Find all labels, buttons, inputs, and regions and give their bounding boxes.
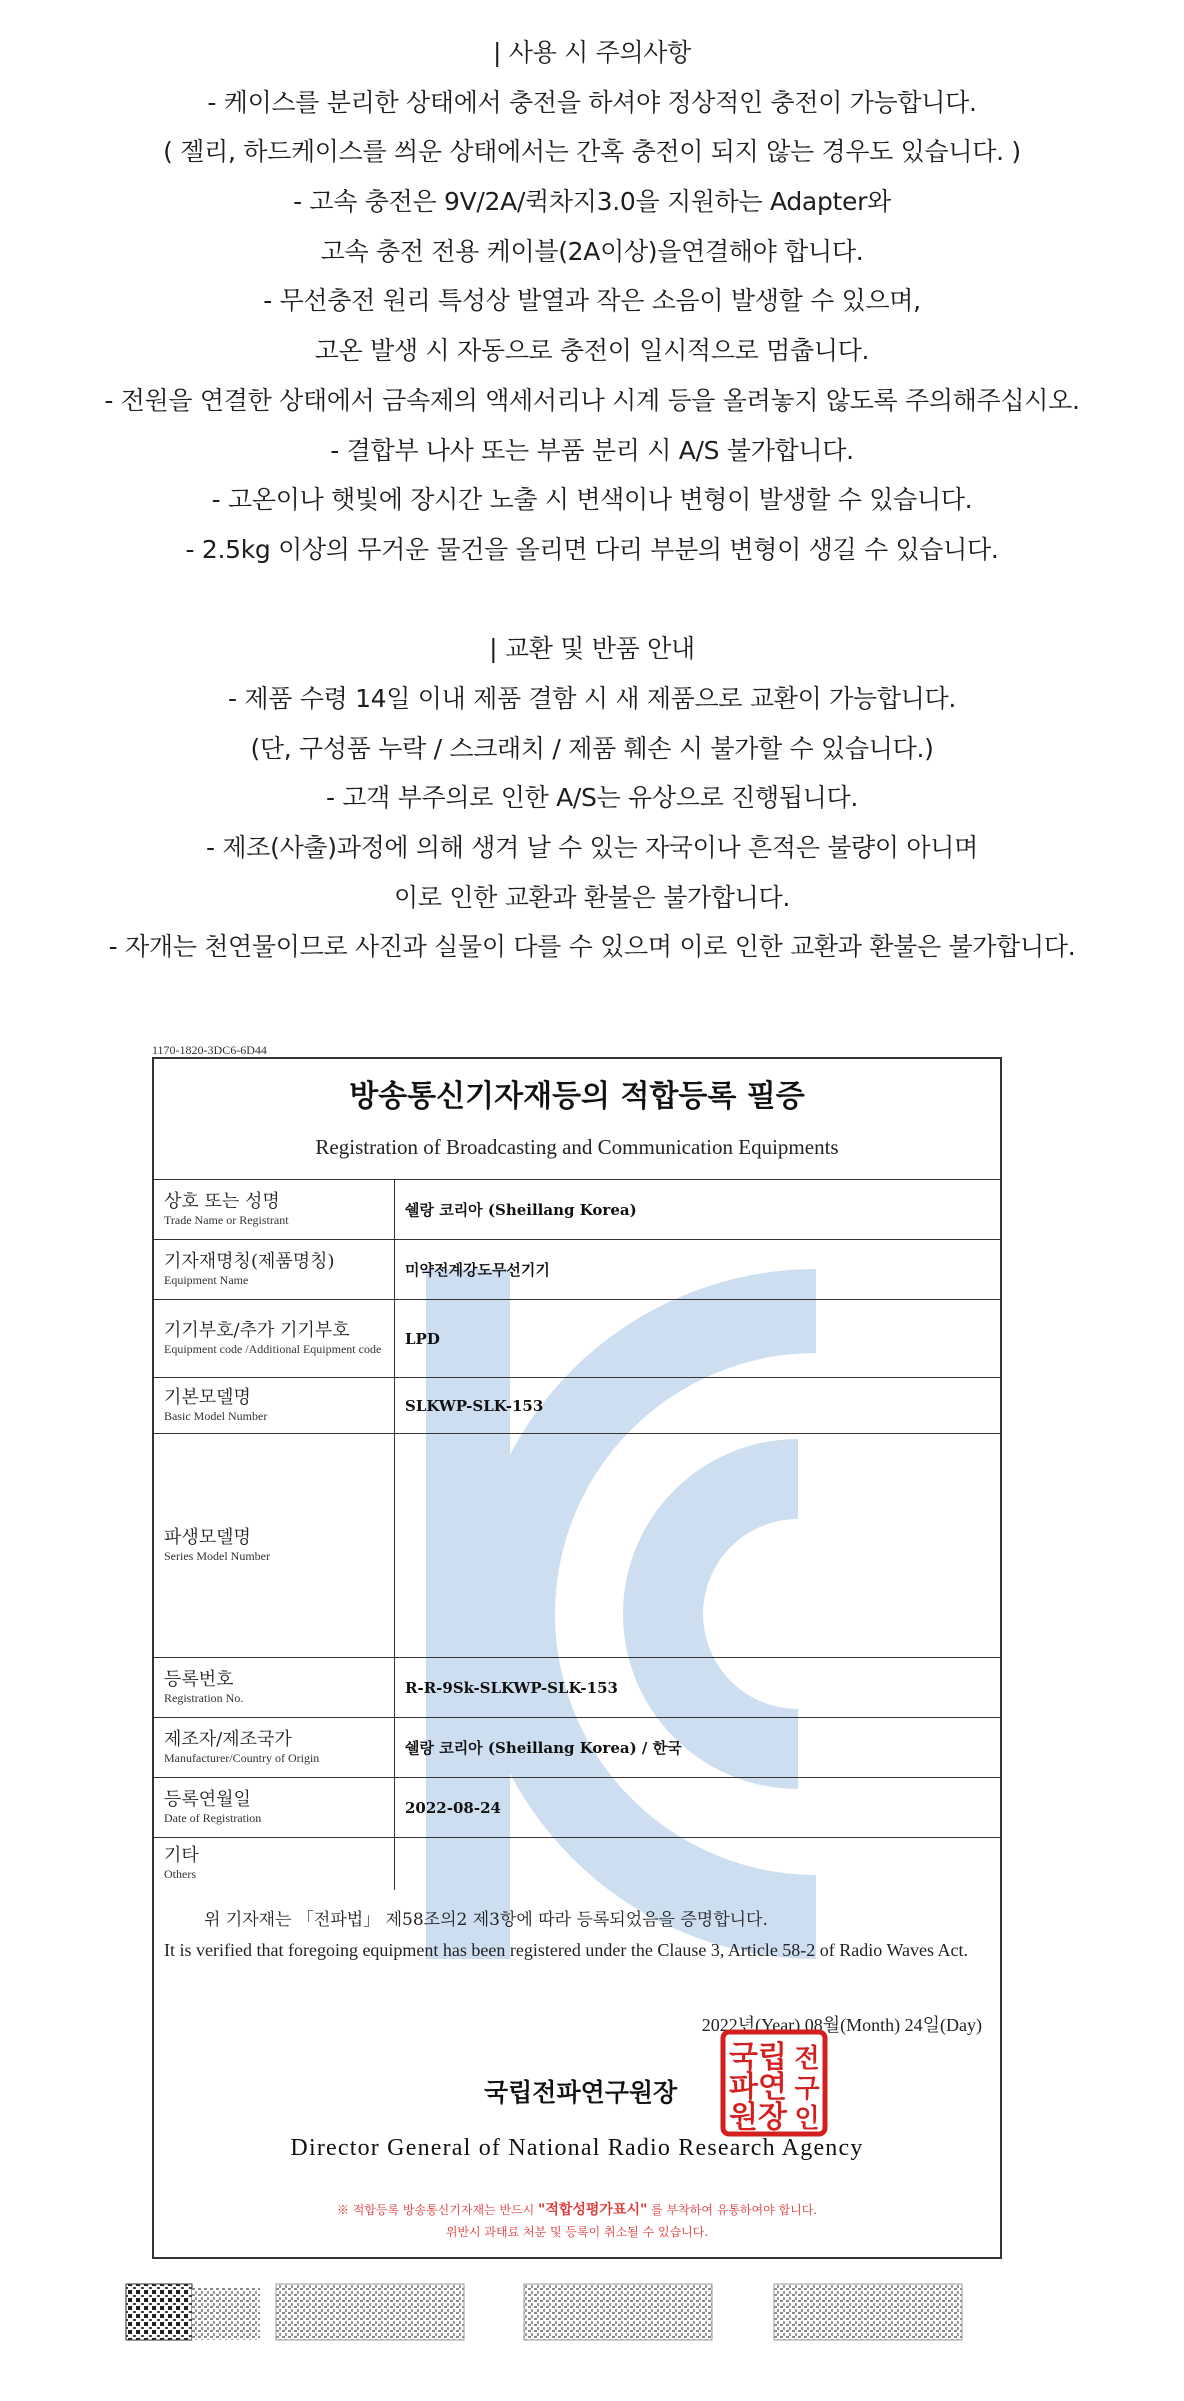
field-label-english: Series Model Number [164,1549,270,1563]
official-seal-icon [720,2029,828,2137]
barcode-qr-icon [126,2284,260,2340]
notice-line: 고온 발생 시 자동으로 충전이 일시적으로 멈춥니다. [314,336,870,366]
notice-line: - 고온이나 햇빛에 장시간 노출 시 변색이나 변형이 발생할 수 있습니다. [211,485,973,515]
field-label-english: Equipment code /Additional Equipment code [164,1342,382,1356]
field-label [154,1240,395,1300]
field-value: R-R-9Sk-SLKWP-SLK-153 [395,1658,1001,1718]
notice-line: ( 젤리, 하드케이스를 씌운 상태에서는 간혹 충전이 되지 않는 경우도 있습니다. ) [163,137,1021,167]
field-label-korean: 기기부호/추가 기기부호 [164,1320,350,1341]
table-row [154,1434,1000,1658]
notice-line: 이로 인한 교환과 환불은 불가합니다. [394,882,790,912]
notice-line: | 사용 시 주의사항 [492,38,691,67]
field-label [154,1300,395,1378]
warning-mark: "적합성평가표시" [538,2202,648,2218]
table-row [154,1778,1000,1838]
table-row [154,1718,1000,1778]
issuer-korean: 국립전파연구원장 [484,2078,678,2107]
notice-spacer [0,575,1184,625]
svg-text:파연: 파연 [729,2070,787,2105]
notice-line: - 케이스를 분리한 상태에서 충전을 하셔야 정상적인 충전이 가능합니다. [207,87,977,117]
warning-line-1 [154,2199,1000,2219]
notice-line: - 제품 수령 14일 이내 제품 결함 시 새 제품으로 교환이 가능합니다. [228,683,956,713]
field-label-korean: 상호 또는 성명 [164,1191,280,1212]
barcode-strip [0,2282,1184,2344]
table-row [154,1378,1000,1434]
notice-line: - 고객 부주의로 인한 A/S는 유상으로 진행됩니다. [325,783,859,813]
notice-line: - 전원을 연결한 상태에서 금속제의 액세서리나 시계 등을 올려놓지 않도록 주의해주십시오. [104,385,1080,415]
notice-line: 고속 충전 전용 케이블(2A이상)을연결해야 합니다. [320,236,864,266]
field-label-korean: 기타 [164,1845,199,1867]
field-value [395,1434,1001,1658]
field-value: LPD [395,1300,1001,1378]
field-label-korean: 기본모델명 [164,1387,251,1408]
field-value: SLKWP-SLK-153 [395,1378,1001,1434]
warning-suffix: 를 부착하여 유통하여야 합니다. [651,2203,818,2217]
certificate-subtitle: Registration of Broadcasting and Communication Equipments [315,1135,839,1159]
table-row [154,1240,1000,1300]
field-label [154,1718,395,1778]
barcode-block-icon [524,2284,712,2340]
table-row [154,1838,1000,1890]
field-label-english: Registration No. [164,1691,244,1705]
registration-certificate [152,1057,1002,2259]
svg-text:국립: 국립 [729,2040,787,2075]
field-label-english: Date of Registration [164,1811,262,1825]
document-id: 1170-1820-3DC6-6D44 [152,1043,267,1057]
svg-text:구: 구 [794,2074,820,2104]
field-label-english: Others [164,1867,196,1882]
field-label [154,1434,395,1658]
field-label-korean: 기자재명칭(제품명칭) [164,1251,335,1272]
field-label-korean: 등록번호 [164,1669,234,1690]
field-value: 쉘랑 코리아 (Sheillang Korea) [395,1180,1001,1240]
notice-line: - 결합부 나사 또는 부품 분리 시 A/S 불가합니다. [330,435,854,465]
field-label-korean: 등록연월일 [164,1789,251,1810]
warning-prefix: ※ 적합등록 방송통신기자재는 반드시 [336,2203,535,2217]
notice-line: - 자개는 천연물이므로 사진과 실물이 다를 수 있으며 이로 인한 교환과 환불은 불가합니다. [108,932,1076,962]
field-label-english: Equipment Name [164,1273,249,1287]
field-label [154,1180,395,1240]
usage-notice [0,28,1184,972]
barcode-block-icon [276,2284,464,2340]
svg-text:전: 전 [794,2044,820,2074]
field-label-english: Manufacturer/Country of Origin [164,1751,320,1765]
field-label [154,1778,395,1838]
field-label-korean: 파생모델명 [164,1527,251,1548]
issue-date: 2022년(Year) 08월(Month) 24일(Day) [701,2015,982,2035]
issuer-english: Director General of National Radio Research Agency [290,2135,864,2161]
table-row [154,1300,1000,1378]
notice-line: - 무선충전 원리 특성상 발열과 작은 소음이 발생할 수 있으며, [263,286,921,316]
field-label-english: Basic Model Number [164,1409,268,1423]
table-row [154,1658,1000,1718]
table-row [154,1180,1000,1240]
field-label-korean: 제조자/제조국가 [164,1729,292,1750]
notice-line: - 2.5kg 이상의 무거운 물건을 올리면 다리 부분의 변형이 생길 수 있습니다. [185,534,999,564]
field-value [395,1838,1001,1890]
svg-text:원장: 원장 [729,2100,787,2135]
field-label [154,1658,395,1718]
barcode-block-icon [774,2284,962,2340]
field-label-english: Trade Name or Registrant [164,1213,289,1227]
field-label [154,1378,395,1434]
registration-table [154,1179,1000,1890]
field-value: 미약전계강도무선기기 [395,1240,1001,1300]
field-label [154,1838,395,1890]
notice-line: | 교환 및 반품 안내 [489,634,695,664]
field-value: 2022-08-24 [395,1778,1001,1838]
notice-line: - 제조(사출)과정에 의해 생겨 날 수 있는 자국이나 흔적은 불량이 아니며 [206,833,978,862]
notice-line: - 고속 충전은 9V/2A/퀵차지3.0을 지원하는 Adapter와 [293,187,891,217]
notice-line: (단, 구성품 누락 / 스크래치 / 제품 훼손 시 불가할 수 있습니다.) [250,733,934,763]
warning-line-2: 위반시 과태료 처분 및 등록이 취소될 수 있습니다. [445,2225,709,2239]
certificate-title: 방송통신기자재등의 적합등록 필증 [349,1079,805,1114]
svg-text:인: 인 [794,2104,820,2134]
verification-english: It is verified that foregoing equipment has been registered under the Clause 3, Article 58-2 of Radio Waves Act. [164,1940,968,1960]
field-value: 쉘랑 코리아 (Sheillang Korea) / 한국 [395,1718,1001,1778]
verification-korean: 위 기자재는 「전파법」 제58조의2 제3항에 따라 등록되었음을 증명합니다. [204,1910,768,1930]
